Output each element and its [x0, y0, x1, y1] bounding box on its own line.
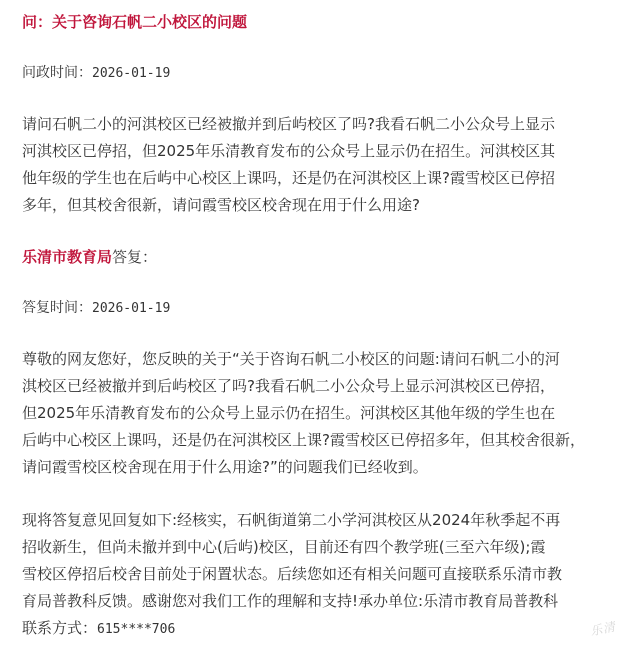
question-body [22, 111, 600, 219]
answer-reply [22, 507, 600, 643]
answer-intro-line: 尊敬的网友您好，您反映的关于“关于咨询石帆二小校区的问题:请问石帆二小的河 [22, 350, 560, 368]
question-line: 多年，但其校舍很新，请问霞雪校区校舍现在用于什么用途? [22, 196, 420, 214]
answer-reply-line: 现将答复意见回复如下:经核实，石帆街道第二小学河淇校区从2024年秋季起不再 [22, 511, 561, 529]
answer-org: 乐清市教育局 [22, 248, 113, 266]
answer-contact-value: 615****706 [97, 622, 176, 637]
answer-suffix: 答复： [112, 248, 158, 266]
question-time-value: 2026-01-19 [92, 66, 171, 81]
answer-intro [22, 346, 600, 481]
answer-intro-line: 后屿中心校区上课吗，还是仍在河淇校区上课?霞雪校区已停招多年，但其校舍很新， [22, 431, 585, 449]
answer-contact-label: 联系方式： [22, 619, 98, 637]
answer-time-label: 答复时间： [22, 300, 92, 316]
answer-reply-line: 雪校区停招后校舍目前处于闲置状态。后续您如还有相关问题可直接联系乐清市教 [22, 565, 563, 583]
answer-intro-line: 请问霞雪校区校舍现在用于什么用途?”的问题我们已经收到。 [22, 458, 428, 476]
answer-reply-line: 育局普教科反馈。感谢您对我们工作的理解和支持!承办单位:乐清市教育局普教科 [22, 592, 559, 610]
question-line: 请问石帆二小的河淇校区已经被撤并到后屿校区了吗?我看石帆二小公众号上显示 [22, 115, 555, 133]
question-title: 问：关于咨询石帆二小校区的问题 [22, 13, 248, 31]
question-line: 河淇校区已停招，但2025年乐清教育发布的公众号上显示仍在招生。河淇校区其 [22, 142, 556, 160]
question-line: 他年级的学生也在后屿中心校区上课吗，还是仍在河淇校区上课?霞雪校区已停招 [22, 169, 555, 187]
answer-time-value: 2026-01-19 [92, 301, 171, 316]
answer-contact [22, 615, 600, 643]
question-time [22, 62, 600, 85]
answer-heading [22, 245, 600, 269]
question-time-label: 问政时间： [22, 65, 92, 81]
answer-intro-line: 但2025年乐清教育发布的公众号上显示仍在招生。河淇校区其他年级的学生也在 [22, 404, 556, 422]
answer-intro-line: 淇校区已经被撤并到后屿校区了吗?我看石帆二小公众号上显示河淇校区已停招， [22, 377, 555, 395]
answer-time [22, 297, 600, 320]
answer-reply-line: 招收新生，但尚未撤并到中心(后屿)校区，目前还有四个教学班(三至六年级);霞 [22, 538, 546, 556]
watermark-logo: 乐清 [588, 619, 618, 639]
